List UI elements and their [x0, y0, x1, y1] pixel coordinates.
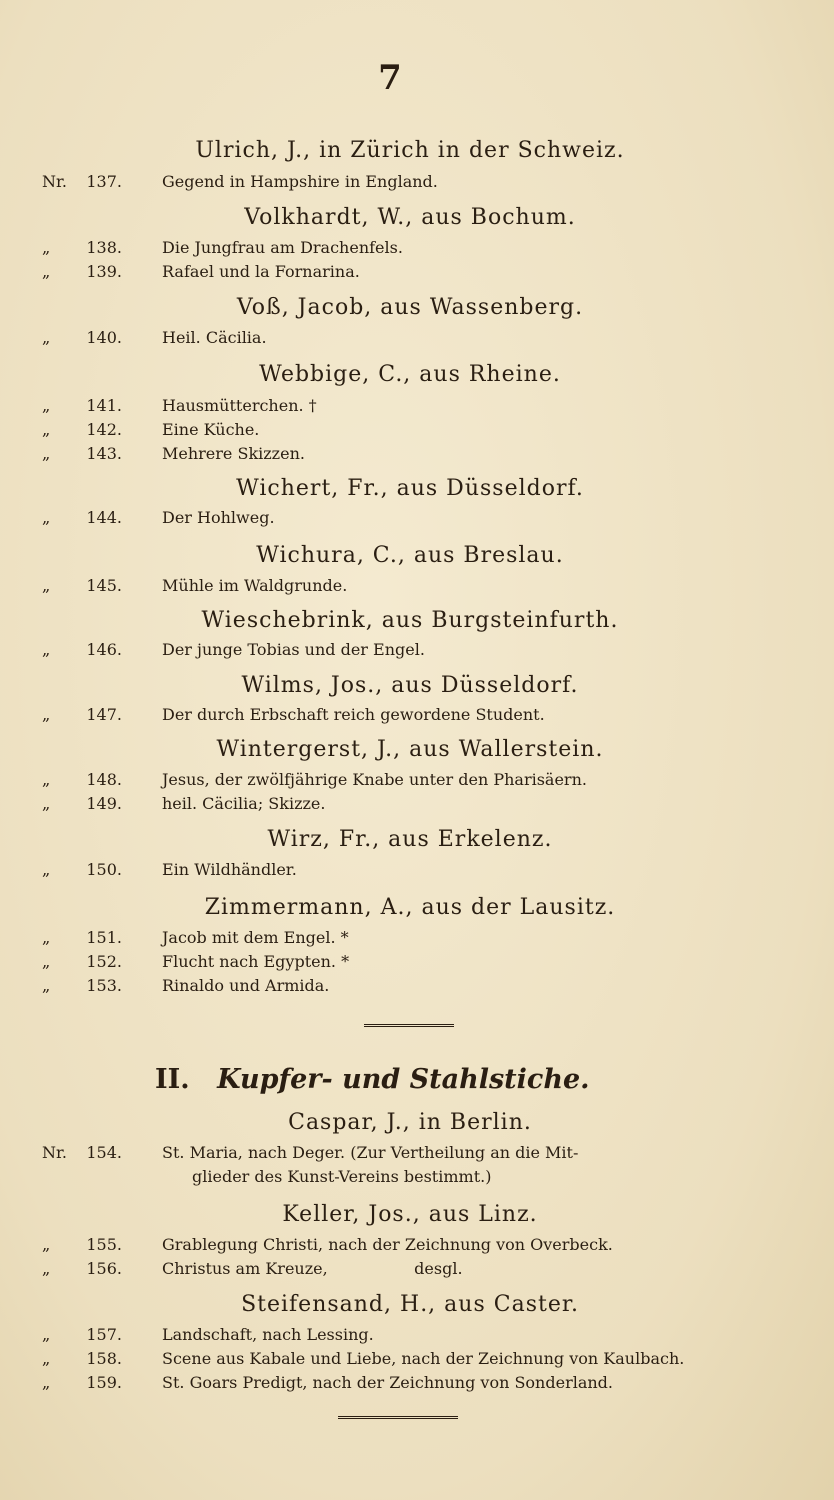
entry-number: 153. — [86, 976, 122, 995]
entry-number: 143. — [86, 444, 122, 463]
section-title: Kupfer- und Stahlstiche. — [217, 1064, 590, 1095]
catalog-entry — [0, 172, 834, 196]
entry-title: Ein Wildhändler. — [162, 860, 297, 879]
entry-prefix: „ — [42, 976, 51, 995]
entry-number: 139. — [86, 262, 122, 281]
entry-number: 151. — [86, 928, 122, 947]
artist-heading: Voß, Jacob, aus Wassenberg. — [236, 295, 584, 320]
divider — [338, 1416, 458, 1419]
entry-title: Rinaldo und Armida. — [162, 976, 330, 995]
entry-title: Landschaft, nach Lessing. — [162, 1325, 374, 1344]
entry-title: Jesus, der zwölfjährige Knabe unter den Pharisäern. — [162, 770, 587, 789]
catalog-entry — [0, 928, 834, 952]
entry-title: Der durch Erbschaft reich gewordene Student. — [162, 705, 545, 724]
entry-title: Grablegung Christi, nach der Zeichnung von Overbeck. — [162, 1235, 613, 1254]
entry-title: Mühle im Waldgrunde. — [162, 576, 348, 595]
catalog-entry — [0, 1349, 834, 1373]
entry-prefix: „ — [42, 794, 51, 813]
catalog-entry — [0, 640, 834, 664]
catalog-entry — [0, 508, 834, 532]
catalog-entry — [0, 238, 834, 262]
entry-prefix: „ — [42, 705, 51, 724]
entry-prefix: „ — [42, 576, 51, 595]
artist-heading: Ulrich, J., in Zürich in der Schweiz. — [195, 138, 625, 163]
catalog-entry — [0, 262, 834, 286]
artist-heading: Caspar, J., in Berlin. — [288, 1110, 532, 1135]
catalog-entry — [0, 396, 834, 420]
artist-heading: Volkhardt, W., aus Bochum. — [244, 205, 576, 230]
artist-heading: Steifensand, H., aus Caster. — [241, 1292, 579, 1317]
entry-prefix: Nr. — [42, 1143, 67, 1162]
entry-title: heil. Cäcilia; Skizze. — [162, 794, 326, 813]
catalog-entry — [0, 794, 834, 818]
entry-prefix: „ — [42, 508, 51, 527]
catalog-entry — [0, 1235, 834, 1259]
catalog-entry — [0, 1259, 834, 1283]
catalog-entry — [0, 705, 834, 729]
entry-prefix: „ — [42, 444, 51, 463]
entry-prefix: „ — [42, 1259, 51, 1278]
entry-number: 147. — [86, 705, 122, 724]
section-numeral: II. — [155, 1064, 190, 1095]
entry-prefix: „ — [42, 396, 51, 415]
entry-title: Mehrere Skizzen. — [162, 444, 305, 463]
page-number: 7 — [378, 58, 402, 98]
catalog-entry — [0, 860, 834, 884]
catalog-entry — [0, 770, 834, 794]
entry-number: 154. — [86, 1143, 122, 1162]
catalog-entry — [0, 952, 834, 976]
entry-title: Gegend in Hampshire in England. — [162, 172, 438, 191]
catalog-entry — [0, 444, 834, 468]
entry-number: 157. — [86, 1325, 122, 1344]
catalog-entry — [0, 976, 834, 1000]
entry-title: Der junge Tobias und der Engel. — [162, 640, 425, 659]
entry-title: Die Jungfrau am Drachenfels. — [162, 238, 403, 257]
entry-prefix: „ — [42, 420, 51, 439]
catalog-entry — [0, 1143, 834, 1167]
entry-title: Hausmütterchen. † — [162, 396, 317, 415]
entry-prefix: „ — [42, 328, 51, 347]
entry-prefix: Nr. — [42, 172, 67, 191]
entry-prefix: „ — [42, 1235, 51, 1254]
entry-number: 150. — [86, 860, 122, 879]
section-heading — [155, 1064, 715, 1095]
entry-number: 140. — [86, 328, 122, 347]
entry-number: 146. — [86, 640, 122, 659]
entry-prefix: „ — [42, 238, 51, 257]
catalog-entry — [0, 420, 834, 444]
entry-prefix: „ — [42, 770, 51, 789]
artist-heading: Zimmermann, A., aus der Lausitz. — [204, 895, 616, 920]
entry-number: 141. — [86, 396, 122, 415]
entry-number: 155. — [86, 1235, 122, 1254]
entry-prefix: „ — [42, 860, 51, 879]
catalog-entry — [0, 576, 834, 600]
entry-title: Der Hohlweg. — [162, 508, 275, 527]
entry-number: 148. — [86, 770, 122, 789]
catalog-entry — [0, 1325, 834, 1349]
entry-number: 149. — [86, 794, 122, 813]
entry-number: 159. — [86, 1373, 122, 1392]
catalog-entry — [0, 1373, 834, 1397]
entry-title: St. Maria, nach Deger. (Zur Vertheilung an die Mit- — [162, 1143, 579, 1162]
entry-prefix: „ — [42, 1373, 51, 1392]
artist-heading: Keller, Jos., aus Linz. — [282, 1202, 538, 1227]
entry-title-continuation: glieder des Kunst-Vereins bestimmt.) — [192, 1167, 492, 1186]
entry-prefix: „ — [42, 262, 51, 281]
artist-heading: Wichura, C., aus Breslau. — [256, 543, 564, 568]
entry-prefix: „ — [42, 1325, 51, 1344]
entry-title: St. Goars Predigt, nach der Zeichnung von Sonderland. — [162, 1373, 614, 1392]
entry-title: Scene aus Kabale und Liebe, nach der Zeichnung von Kaulbach. — [162, 1349, 685, 1368]
entry-prefix: „ — [42, 928, 51, 947]
entry-title: Jacob mit dem Engel. * — [162, 928, 349, 947]
entry-number: 142. — [86, 420, 122, 439]
divider — [364, 1024, 454, 1027]
artist-heading: Wintergerst, J., aus Wallerstein. — [216, 737, 604, 762]
entry-number: 152. — [86, 952, 122, 971]
entry-number: 138. — [86, 238, 122, 257]
entry-prefix: „ — [42, 1349, 51, 1368]
catalog-entry — [0, 328, 834, 352]
entry-number: 137. — [86, 172, 122, 191]
entry-prefix: „ — [42, 640, 51, 659]
artist-heading: Wieschebrink, aus Burgsteinfurth. — [201, 608, 619, 633]
artist-heading: Webbige, C., aus Rheine. — [259, 362, 561, 387]
entry-title: Christus am Kreuze, desgl. — [162, 1259, 463, 1278]
artist-heading: Wirz, Fr., aus Erkelenz. — [267, 827, 553, 852]
entry-title: Heil. Cäcilia. — [162, 328, 267, 347]
entry-title: Flucht nach Egypten. * — [162, 952, 350, 971]
entry-prefix: „ — [42, 952, 51, 971]
entry-number: 144. — [86, 508, 122, 527]
entry-title: Rafael und la Fornarina. — [162, 262, 360, 281]
entry-number: 145. — [86, 576, 122, 595]
artist-heading: Wilms, Jos., aus Düsseldorf. — [241, 673, 579, 698]
entry-number: 156. — [86, 1259, 122, 1278]
entry-title: Eine Küche. — [162, 420, 260, 439]
artist-heading: Wichert, Fr., aus Düsseldorf. — [236, 476, 584, 501]
entry-number: 158. — [86, 1349, 122, 1368]
